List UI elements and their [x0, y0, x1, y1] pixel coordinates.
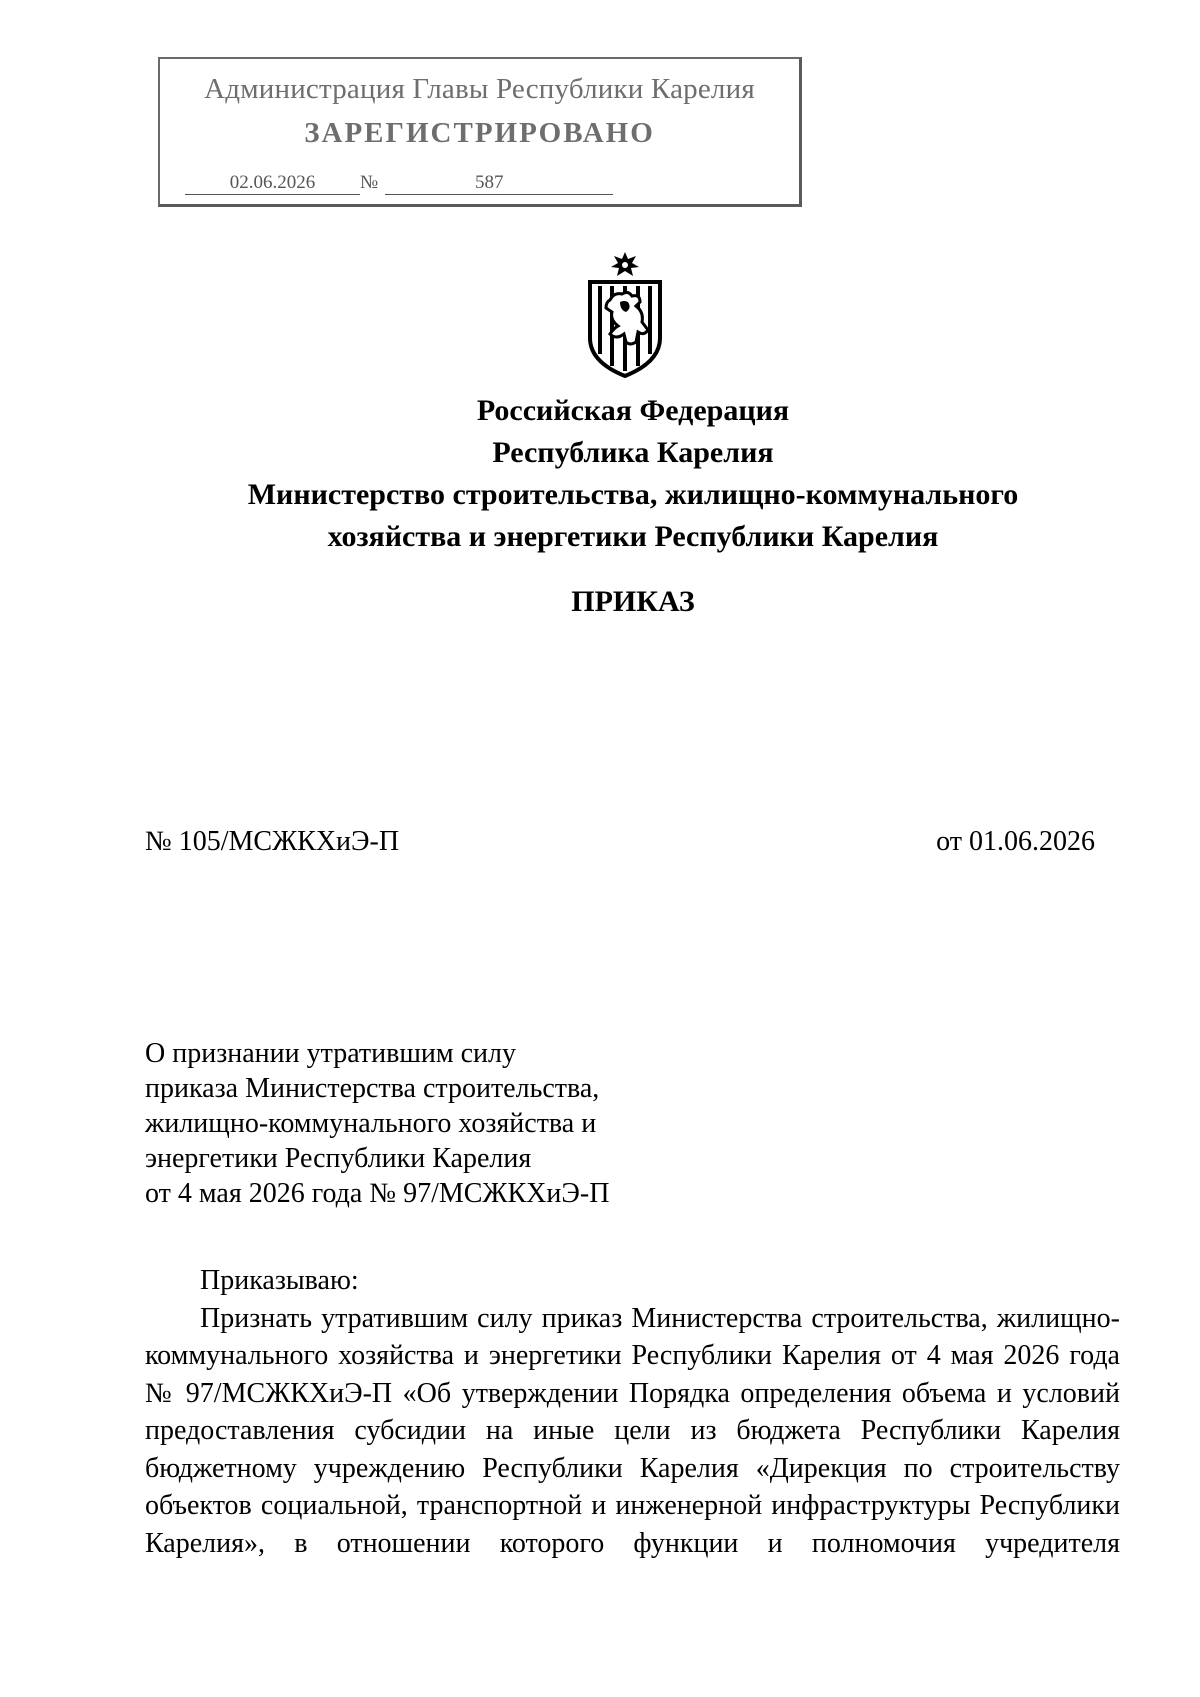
stamp-date: 02.06.2026: [185, 172, 360, 195]
stamp-organization: Администрация Главы Республики Карелия: [204, 73, 755, 105]
header-ministry-line1: Министерство строительства, жилищно-коммунального: [247, 478, 1019, 511]
order-subject: [145, 1036, 609, 1211]
header-ministry-line2: хозяйства и энергетики Республики Карелия: [327, 520, 939, 553]
order-number: № 105/МСЖКХиЭ-П: [145, 826, 400, 857]
registration-stamp: [158, 57, 802, 207]
subject-line: приказа Министерства строительства,: [145, 1073, 600, 1104]
karelia-coat-of-arms-icon: [580, 250, 670, 380]
subject-line: О признании утратившим силу: [145, 1038, 516, 1069]
header-country: Российская Федерация: [476, 394, 790, 427]
header-republic: Республика Карелия: [492, 436, 774, 469]
subject-line: жилищно-коммунального хозяйства и: [145, 1108, 597, 1139]
body-paragraph: Признать утратившим силу приказ Министерства строительства, жилищно-коммунального хозяйства и энергетики Республики Карелия от 4 мая 2026 года № 97/МСЖКХиЭ-П «Об утверждении Порядка определения объема и условий предоставления субсидии на иные цели из бюджета Республики Карелия бюджетному учреждению Республики Карелия «Дирекция по строительству объектов социальной, транспортной и инженерной инфраструктуры Республики Карелия», в отношении которого функции и полномочия учредителя: [145, 1302, 1120, 1559]
stamp-status: ЗАРЕГИСТРИРОВАНО: [304, 117, 655, 149]
stamp-number-sign: №: [360, 172, 379, 193]
order-date: от 01.06.2026: [936, 826, 1095, 857]
subject-line: энергетики Республики Карелия: [145, 1143, 532, 1174]
stamp-number: 587: [385, 172, 613, 195]
body-intro: Приказываю:: [200, 1265, 359, 1296]
document-type: ПРИКАЗ: [571, 585, 695, 618]
order-body: [145, 1262, 1120, 1562]
subject-line: от 4 мая 2026 года № 97/МСЖКХиЭ-П: [145, 1178, 610, 1209]
